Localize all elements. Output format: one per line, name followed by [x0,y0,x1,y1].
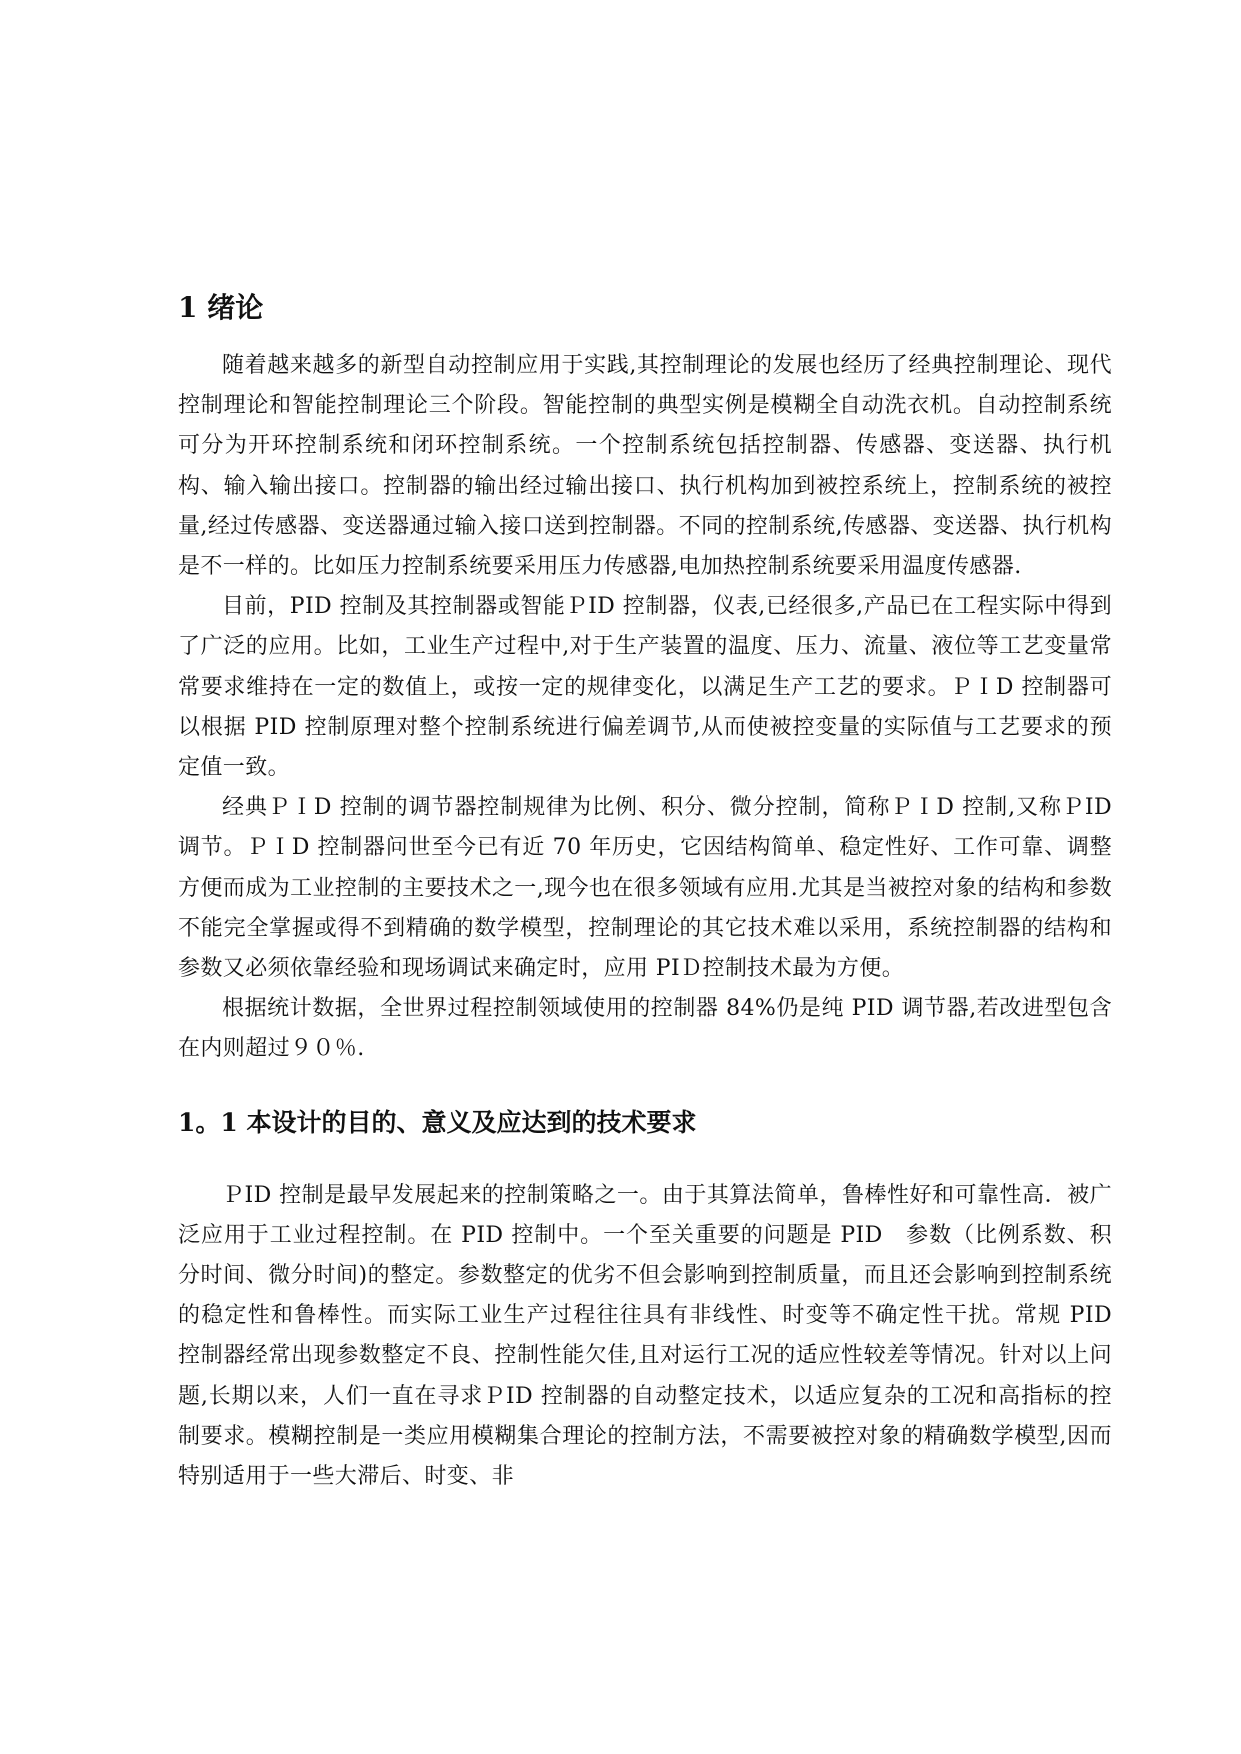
chapter-paragraph-3: 经典ＰＩD 控制的调节器控制规律为比例、积分、微分控制，简称ＰＩD 控制,又称ＰID 调节。ＰＩD 控制器问世至今已有近 70 年历史，它因结构简单、稳定性好、工作可靠、调整方便而成为工业控制的主要技术之一,现今也在很多领域有应用.尤其是当被控对象的结构和参数不能完全掌握或得不到精确的数学模型，控制理论的其它技术难以采用，系统控制器的结构和参数又必须依靠经验和现场调试来确定时，应用 PIＤ控制技术最为方便。 [178,795,1112,982]
chapter-paragraph-1: 随着越来越多的新型自动控制应用于实践,其控制理论的发展也经历了经典控制理论、现代控制理论和智能控制理论三个阶段。智能控制的典型实例是模糊全自动洗衣机。自动控制系统可分为开环控制系统和闭环控制系统。一个控制系统包括控制器、传感器、变送器、执行机构、输入输出接口。控制器的输出经过输出接口、执行机构加到被控系统上，控制系统的被控量,经过传感器、变送器通过输入接口送到控制器。不同的控制系统,传感器、变送器、执行机构是不一样的。比如压力控制系统要采用压力传感器,电加热控制系统要采用温度传感器. [178,353,1112,580]
chapter-paragraph-2: 目前，PID 控制及其控制器或智能ＰID 控制器，仪表,已经很多,产品已在工程实际中得到了广泛的应用。比如，工业生产过程中,对于生产装置的温度、压力、流量、液位等工艺变量常常要求维持在一定的数值上，或按一定的规律变化，以满足生产工艺的要求。ＰＩD 控制器可以根据 PID 控制原理对整个控制系统进行偏差调节,从而使被控变量的实际值与工艺要求的预定值一致。 [178,594,1112,781]
chapter-paragraph-4: 根据统计数据，全世界过程控制领域使用的控制器 84%仍是纯 PID 调节器,若改进型包含在内则超过９０％. [178,996,1112,1062]
section-title: 1。1 本设计的目的、意义及应达到的技术要求 [178,1107,697,1137]
section-paragraph-1: ＰID 控制是最早发展起来的控制策略之一。由于其算法简单，鲁棒性好和可靠性高．被广泛应用于工业过程控制。在 PID 控制中。一个至关重要的问题是 PID 参数（比例系数、积分时间、微分时间)的整定。参数整定的优劣不但会影响到控制质量，而且还会影响到控制系统的稳定性和鲁棒性。而实际工业生产过程往往具有非线性、时变等不确定性干扰。常规 PID 控制器经常出现参数整定不良、控制性能欠佳,且对运行工况的适应性较差等情况。针对以上问题,长期以来，人们一直在寻求ＰID 控制器的自动整定技术，以适应复杂的工况和高指标的控制要求。模糊控制是一类应用模糊集合理论的控制方法，不需要被控对象的精确数学模型,因而特别适用于一些大滞后、时变、非 [178,1182,1135,1490]
chapter-title: 1 绪论 [178,291,264,324]
page-content [178,290,1135,1497]
